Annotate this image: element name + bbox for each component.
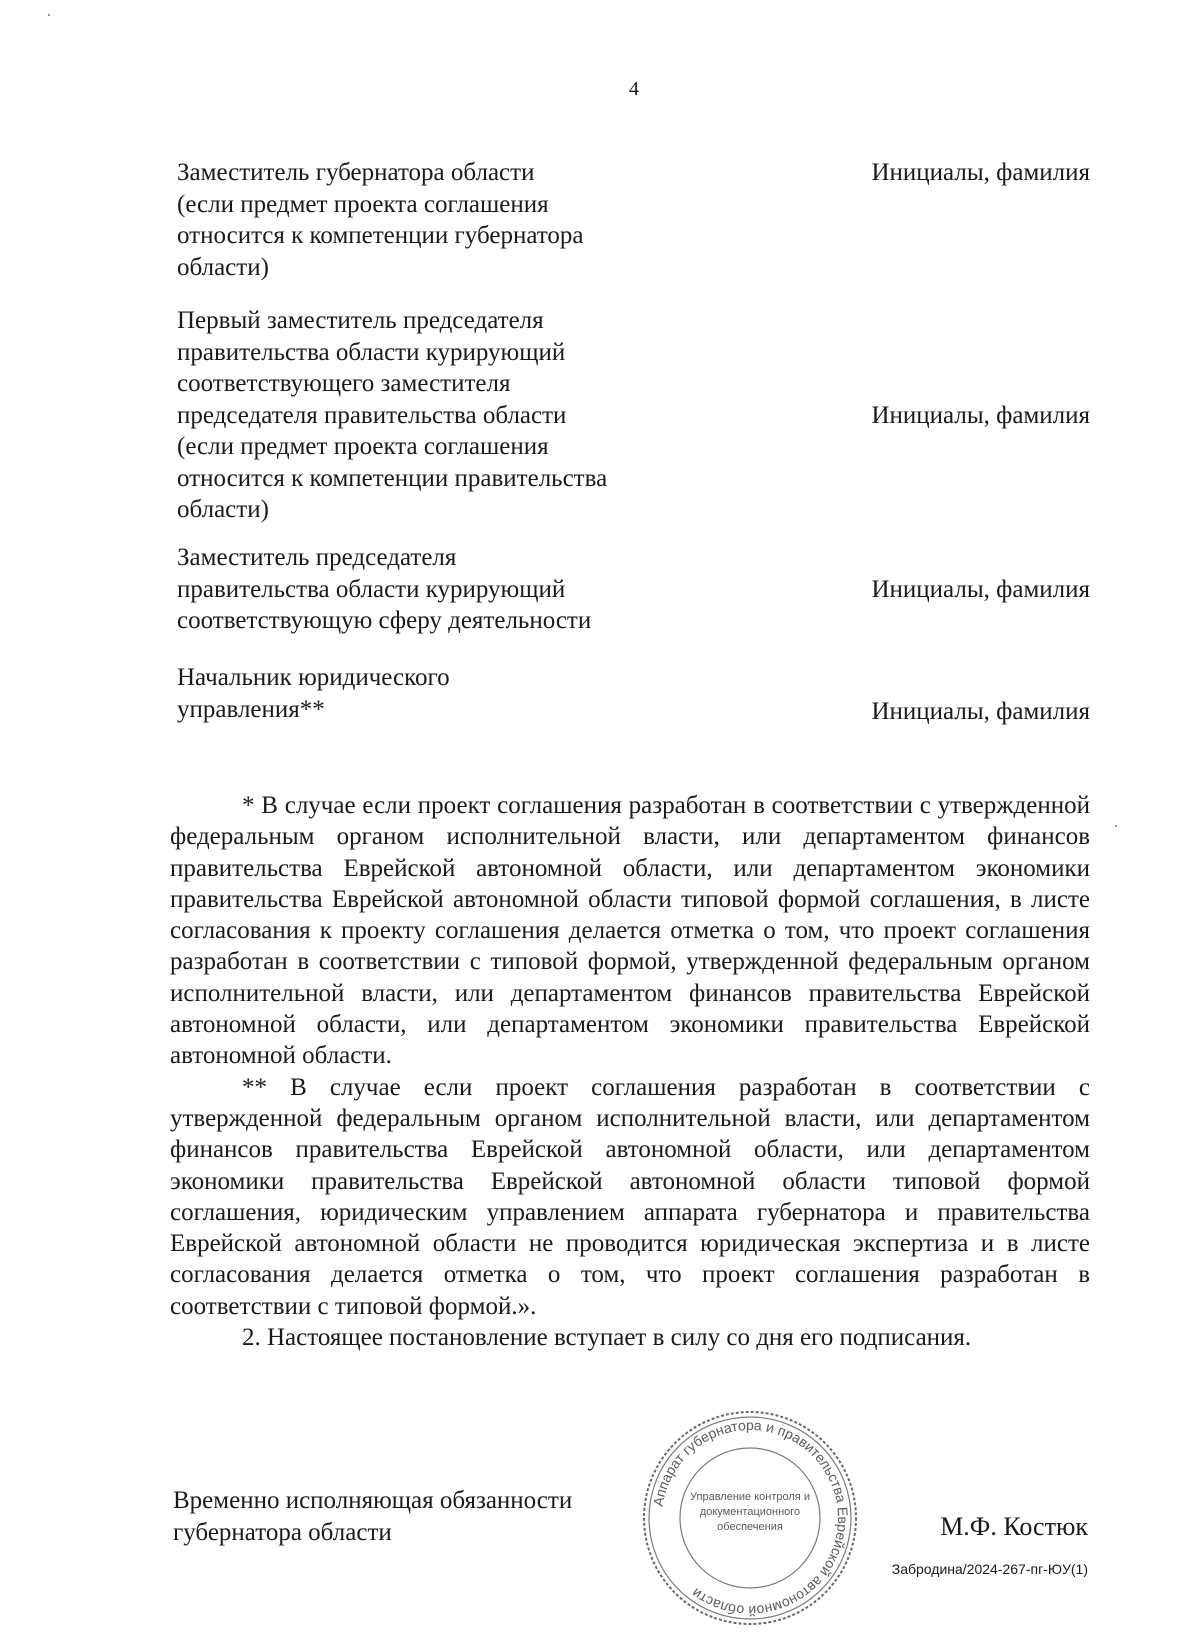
signatory-title: Временно исполняющая обязанности губернатора области	[173, 1487, 573, 1546]
seal-inner-line-2: документационного	[699, 1506, 801, 1518]
seal-outer-ring	[644, 1412, 856, 1624]
official-seal	[640, 1408, 860, 1628]
seal-inner-line-1: Управление контроля и	[690, 1491, 810, 1503]
approval-name: Инициалы, фамилия	[871, 698, 1090, 725]
seal-inner-line-3: обеспечения	[717, 1521, 783, 1533]
approval-name: Инициалы, фамилия	[871, 576, 1090, 603]
registration-number: Забродина/2024-267-пг-ЮУ(1)	[891, 1561, 1088, 1577]
approval-title: Заместитель председателя правительства области курирующий соответствующую сферу деятельности	[177, 544, 592, 634]
seal-outer-text: Аппарат губернатора и правительства Еврейской автономной области	[649, 1416, 852, 1620]
footnote-2: ** В случае если проект соглашения разработан в соответствии с утвержденной федеральным органом исполнительной власти, или департаментом финансов правительства Еврейской автономной области, или департаментом экономики правительства Еврейской автономной области типовой формой соглашения, юридическим управлением аппарата губернатора и правительства Еврейской автономной области не проводится юридическая экспертиза и в листе согласования делается отметка о том, что проект соглашения разработан в соответствии с типовой формой.».	[170, 1073, 1090, 1320]
page-number: 4	[629, 78, 639, 100]
approval-title: Начальник юридического управления**	[177, 664, 450, 723]
seal-graphic	[640, 1408, 860, 1628]
scan-speck	[48, 14, 50, 16]
footnotes	[170, 790, 1090, 1353]
clause-2: 2. Настоящее постановление вступает в силу со дня его подписания.	[242, 1324, 972, 1352]
scan-speck	[1115, 825, 1117, 827]
approval-name: Инициалы, фамилия	[871, 159, 1090, 186]
footnote-1: * В случае если проект соглашения разработан в соответствии с утвержденной федеральным органом исполнительной власти, или департаментом финансов правительства Еврейской автономной области, или департаментом экономики правительства Еврейской автономной области типовой формой соглашения, в листе согласования к проекту соглашения делается отметка о том, что проект соглашения разработан в соответствии с типовой формой, утвержденной федеральным органом исполнительной власти, или департаментом финансов правительства Еврейской автономной области, или департаментом экономики правительства Еврейской автономной области.	[170, 792, 1090, 1070]
signatory-name: М.Ф. Костюк	[940, 1512, 1088, 1541]
approval-title: Первый заместитель председателя правительства области курирующий соответствующего заместителя председателя правительства области (если предмет проекта соглашения относится к компетенции правительства области)	[177, 307, 608, 523]
approval-name: Инициалы, фамилия	[871, 402, 1090, 429]
approval-title: Заместитель губернатора области (если предмет проекта соглашения относится к компетенции губернатора области)	[177, 159, 584, 281]
seal-inner-ring	[680, 1448, 820, 1588]
